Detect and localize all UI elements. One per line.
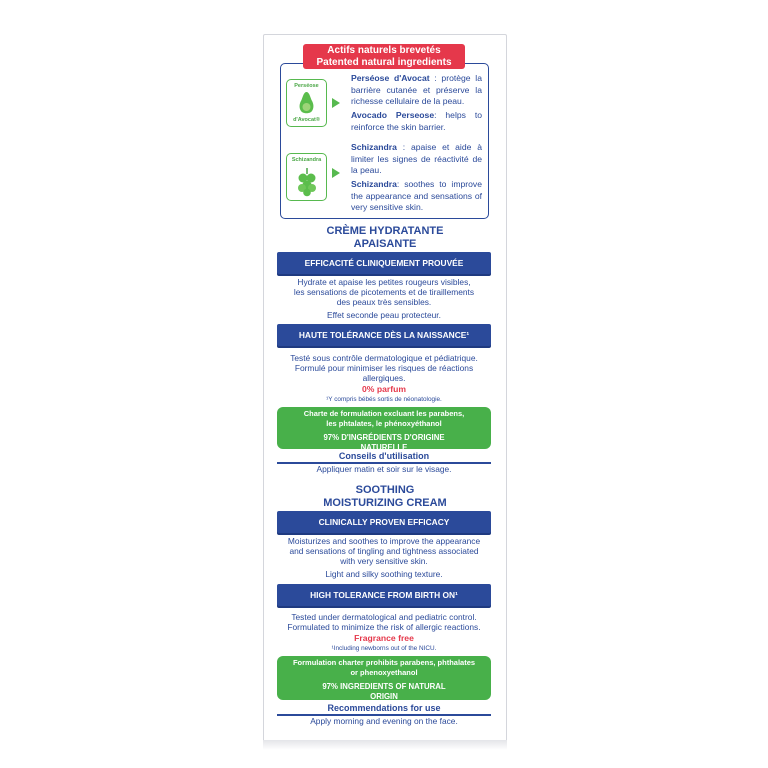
schizandra-badge: [286, 153, 327, 201]
arrow-right-icon: [332, 168, 340, 178]
efficacy-fr-line4: Effet seconde peau protecteur.: [327, 309, 441, 320]
avocado-badge-label-bottom: d'Avocat®: [293, 117, 320, 123]
fragrance-free-en: Fragrance free: [354, 633, 414, 643]
tolerance-text-en: [277, 612, 491, 632]
tolerance-en-line1: Tested under dermatological and pediatric control.: [291, 612, 477, 622]
efficacy-fr-line1: Hydrate et apaise les petites rougeurs visibles,: [297, 277, 471, 287]
natural-fr-line2: NATURELLE: [360, 442, 408, 452]
schizandra-text-en: : soothes to improve the appearance and sensations of very sensitive skin.: [351, 179, 482, 213]
tolerance-fr-line2: Formulé pour minimiser les risques de réactions: [294, 363, 474, 374]
product-title-en: [265, 484, 505, 509]
schizandra-text-fr: : apaise et aide à limiter les signes de réactivité de la peau.: [351, 142, 482, 176]
charter-en-line1: Formulation charter prohibits parabens, phthalates: [292, 658, 476, 667]
efficacy-fr-line2: les sensations de picotements et de tiraillements: [293, 287, 475, 298]
usage-title-en: Recommendations for use: [327, 703, 441, 713]
box-bottom-edge: [263, 740, 507, 750]
title-en-line2: MOISTURIZING CREAM: [323, 496, 447, 509]
formulation-badge-fr: [277, 407, 491, 452]
schizandra-name-fr: Schizandra: [351, 142, 397, 152]
usage-text-fr: Appliquer matin et soir sur le visage.: [316, 464, 452, 474]
avocado-badge-label-top: Perséose: [294, 83, 319, 89]
ingredients-header-fr: Actifs naturels brevetés: [327, 45, 441, 56]
schizandra-badge-label: Schizandra: [291, 157, 322, 163]
avocado-name-fr: Perséose d'Avocat: [351, 73, 430, 83]
efficacy-fr-line3: des peaux très sensibles.: [336, 297, 432, 308]
title-en-line1: SOOTHING: [355, 484, 415, 496]
tolerance-banner-en: HIGH TOLERANCE FROM BIRTH ON¹: [277, 584, 491, 606]
tolerance-fr-line3: allergiques.: [362, 373, 406, 384]
ingredients-header-en: Patented natural ingredients: [316, 56, 452, 68]
formulation-badge-en: [277, 656, 491, 700]
avocado-icon: [298, 91, 315, 115]
avocado-description-fr: [351, 73, 482, 108]
avocado-text-fr: : protège la barrière cutanée et préserve la richesse cellulaire de la peau.: [351, 73, 482, 107]
efficacy-banner-en: CLINICALLY PROVEN EFFICACY: [277, 511, 491, 533]
arrow-right-icon: [332, 98, 340, 108]
charter-en-line2: or phenoxyethanol: [350, 667, 418, 677]
footnote-en: ¹Including newborns out of the NICU.: [331, 645, 437, 652]
natural-en-line2: ORIGIN: [370, 691, 398, 701]
schizandra-description-en: [351, 179, 482, 214]
avocado-badge: [286, 79, 327, 127]
fragrance-free-fr: 0% parfum: [362, 384, 406, 394]
usage-text-en: Apply morning and evening on the face.: [310, 716, 458, 726]
title-fr-line1: CRÈME HYDRATANTE: [326, 225, 444, 237]
footnote-fr: ¹Y compris bébés sortis de néonatologie.: [326, 396, 442, 403]
tolerance-fr-line1: Testé sous contrôle dermatologique et pédiatrique.: [290, 353, 478, 363]
avocado-text-en: : helps to reinforce the skin barrier.: [351, 110, 483, 132]
schizandra-name-en: Schizandra: [351, 179, 397, 189]
efficacy-text-en: [277, 536, 491, 579]
product-title-fr: [265, 225, 505, 250]
schizandra-description-fr: [351, 142, 482, 177]
natural-fr-line1: 97% D'INGRÉDIENTS D'ORIGINE: [323, 433, 445, 442]
berries-icon: [296, 167, 318, 197]
avocado-name-en: Avocado Perseose: [351, 110, 435, 120]
ingredients-header: [303, 44, 465, 69]
tolerance-text-fr: [277, 353, 491, 384]
natural-en-line1: 97% INGREDIENTS OF NATURAL: [322, 682, 446, 691]
efficacy-text-fr: [277, 277, 491, 320]
charter-fr-line1: Charte de formulation excluant les parabens,: [303, 409, 465, 418]
charter-fr-line2: les phtalates, le phénoxyéthanol: [326, 418, 442, 428]
avocado-description-en: [351, 110, 482, 133]
tolerance-banner-fr: HAUTE TOLÉRANCE DÈS LA NAISSANCE¹: [277, 324, 491, 346]
tolerance-en-line2: Formulated to minimize the risk of allergic reactions.: [287, 622, 481, 633]
title-fr-line2: APAISANTE: [353, 237, 417, 250]
efficacy-en-line4: Light and silky soothing texture.: [325, 568, 443, 579]
efficacy-banner-fr: EFFICACITÉ CLINIQUEMENT PROUVÉE: [277, 252, 491, 274]
usage-title-fr: Conseils d'utilisation: [338, 451, 430, 461]
efficacy-en-line1: Moisturizes and soothes to improve the appearance: [287, 536, 481, 546]
efficacy-en-line2: and sensations of tingling and tightness associated: [289, 546, 479, 557]
efficacy-en-line3: with very sensitive skin.: [340, 556, 428, 567]
